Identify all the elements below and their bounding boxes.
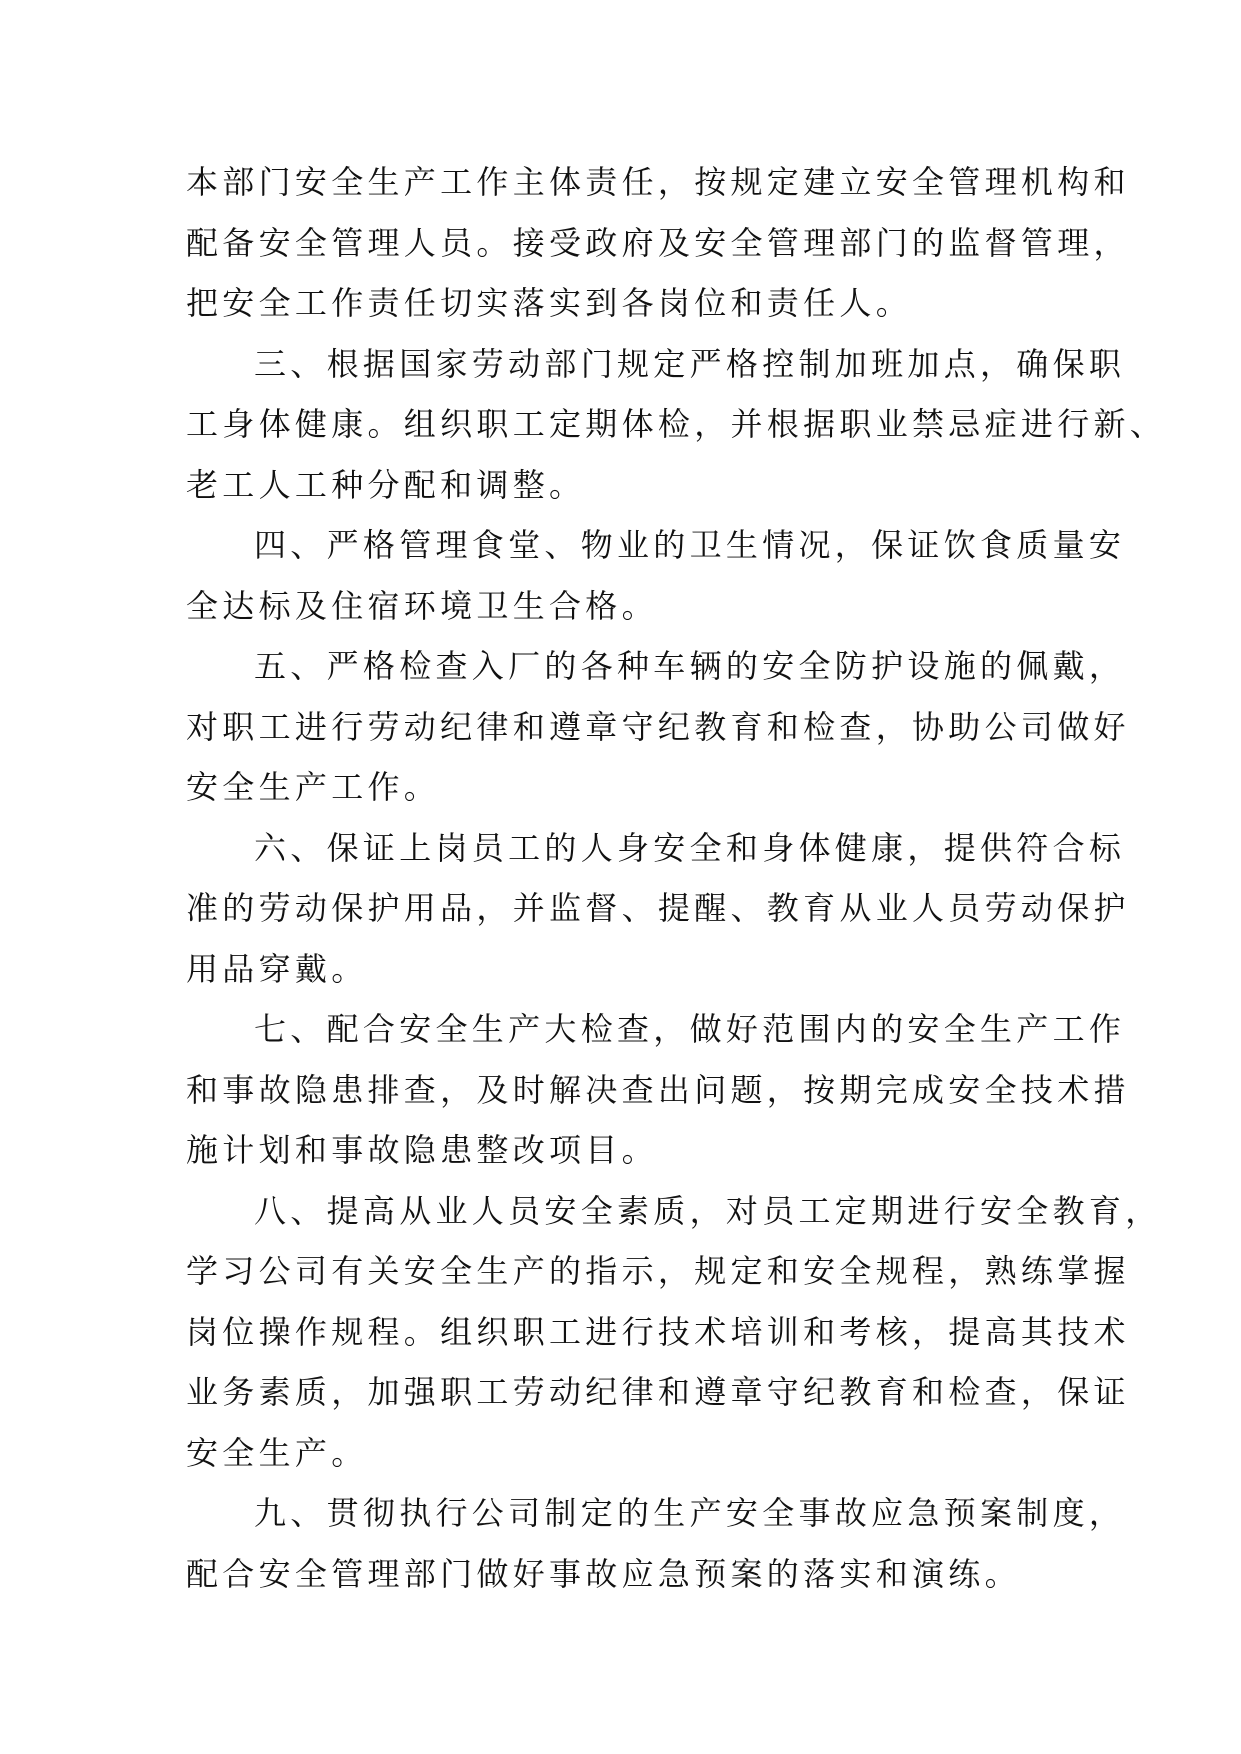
text-line: 工身体健康。组织职工定期体检，并根据职业禁忌症进行新、 xyxy=(186,405,1167,443)
text-line: 安全生产工作。 xyxy=(186,768,441,806)
text-line: 把安全工作责任切实落实到各岗位和责任人。 xyxy=(186,284,913,322)
text-line: 准的劳动保护用品，并监督、提醒、教育从业人员劳动保护 xyxy=(186,889,1130,927)
text-line: 七、配合安全生产大检查，做好范围内的安全生产工作 xyxy=(254,1010,1126,1048)
text-line: 用品穿戴。 xyxy=(186,949,368,988)
text-line: 六、保证上岗员工的人身安全和身体健康，提供符合标 xyxy=(254,828,1126,867)
text-line: 四、严格管理食堂、物业的卫生情况，保证饮食质量安 xyxy=(254,526,1126,564)
text-line: 九、贯彻执行公司制定的生产安全事故应急预案制度， xyxy=(254,1494,1126,1532)
text-line: 全达标及住宿环境卫生合格。 xyxy=(186,586,658,625)
text-line: 和事故隐患排查，及时解决查出问题，按期完成安全技术措 xyxy=(186,1070,1130,1109)
text-line: 配合安全管理部门做好事故应急预案的落实和演练。 xyxy=(186,1554,1021,1593)
text-line: 三、根据国家劳动部门规定严格控制加班加点，确保职 xyxy=(254,344,1126,383)
text-line: 岗位操作规程。组织职工进行技术培训和考核，提高其技术 xyxy=(186,1312,1130,1351)
text-line: 施计划和事故隐患整改项目。 xyxy=(186,1131,658,1169)
document-body xyxy=(186,152,1167,1604)
text-line: 配备安全管理人员。接受政府及安全管理部门的监督管理， xyxy=(186,223,1130,262)
text-line: 安全生产。 xyxy=(186,1433,368,1472)
text-line: 学习公司有关安全生产的指示，规定和安全规程，熟练掌握 xyxy=(186,1252,1130,1290)
text-line: 五、严格检查入厂的各种车辆的安全防护设施的佩戴， xyxy=(254,647,1126,685)
text-line: 对职工进行劳动纪律和遵章守纪教育和检查，协助公司做好 xyxy=(186,707,1130,746)
text-line: 业务素质，加强职工劳动纪律和遵章守纪教育和检查，保证 xyxy=(186,1373,1130,1411)
text-line: 老工人工种分配和调整。 xyxy=(186,465,586,504)
text-line: 本部门安全生产工作主体责任，按规定建立安全管理机构和 xyxy=(186,163,1130,201)
text-line: 八、提高从业人员安全素质，对员工定期进行安全教育， xyxy=(254,1191,1162,1230)
